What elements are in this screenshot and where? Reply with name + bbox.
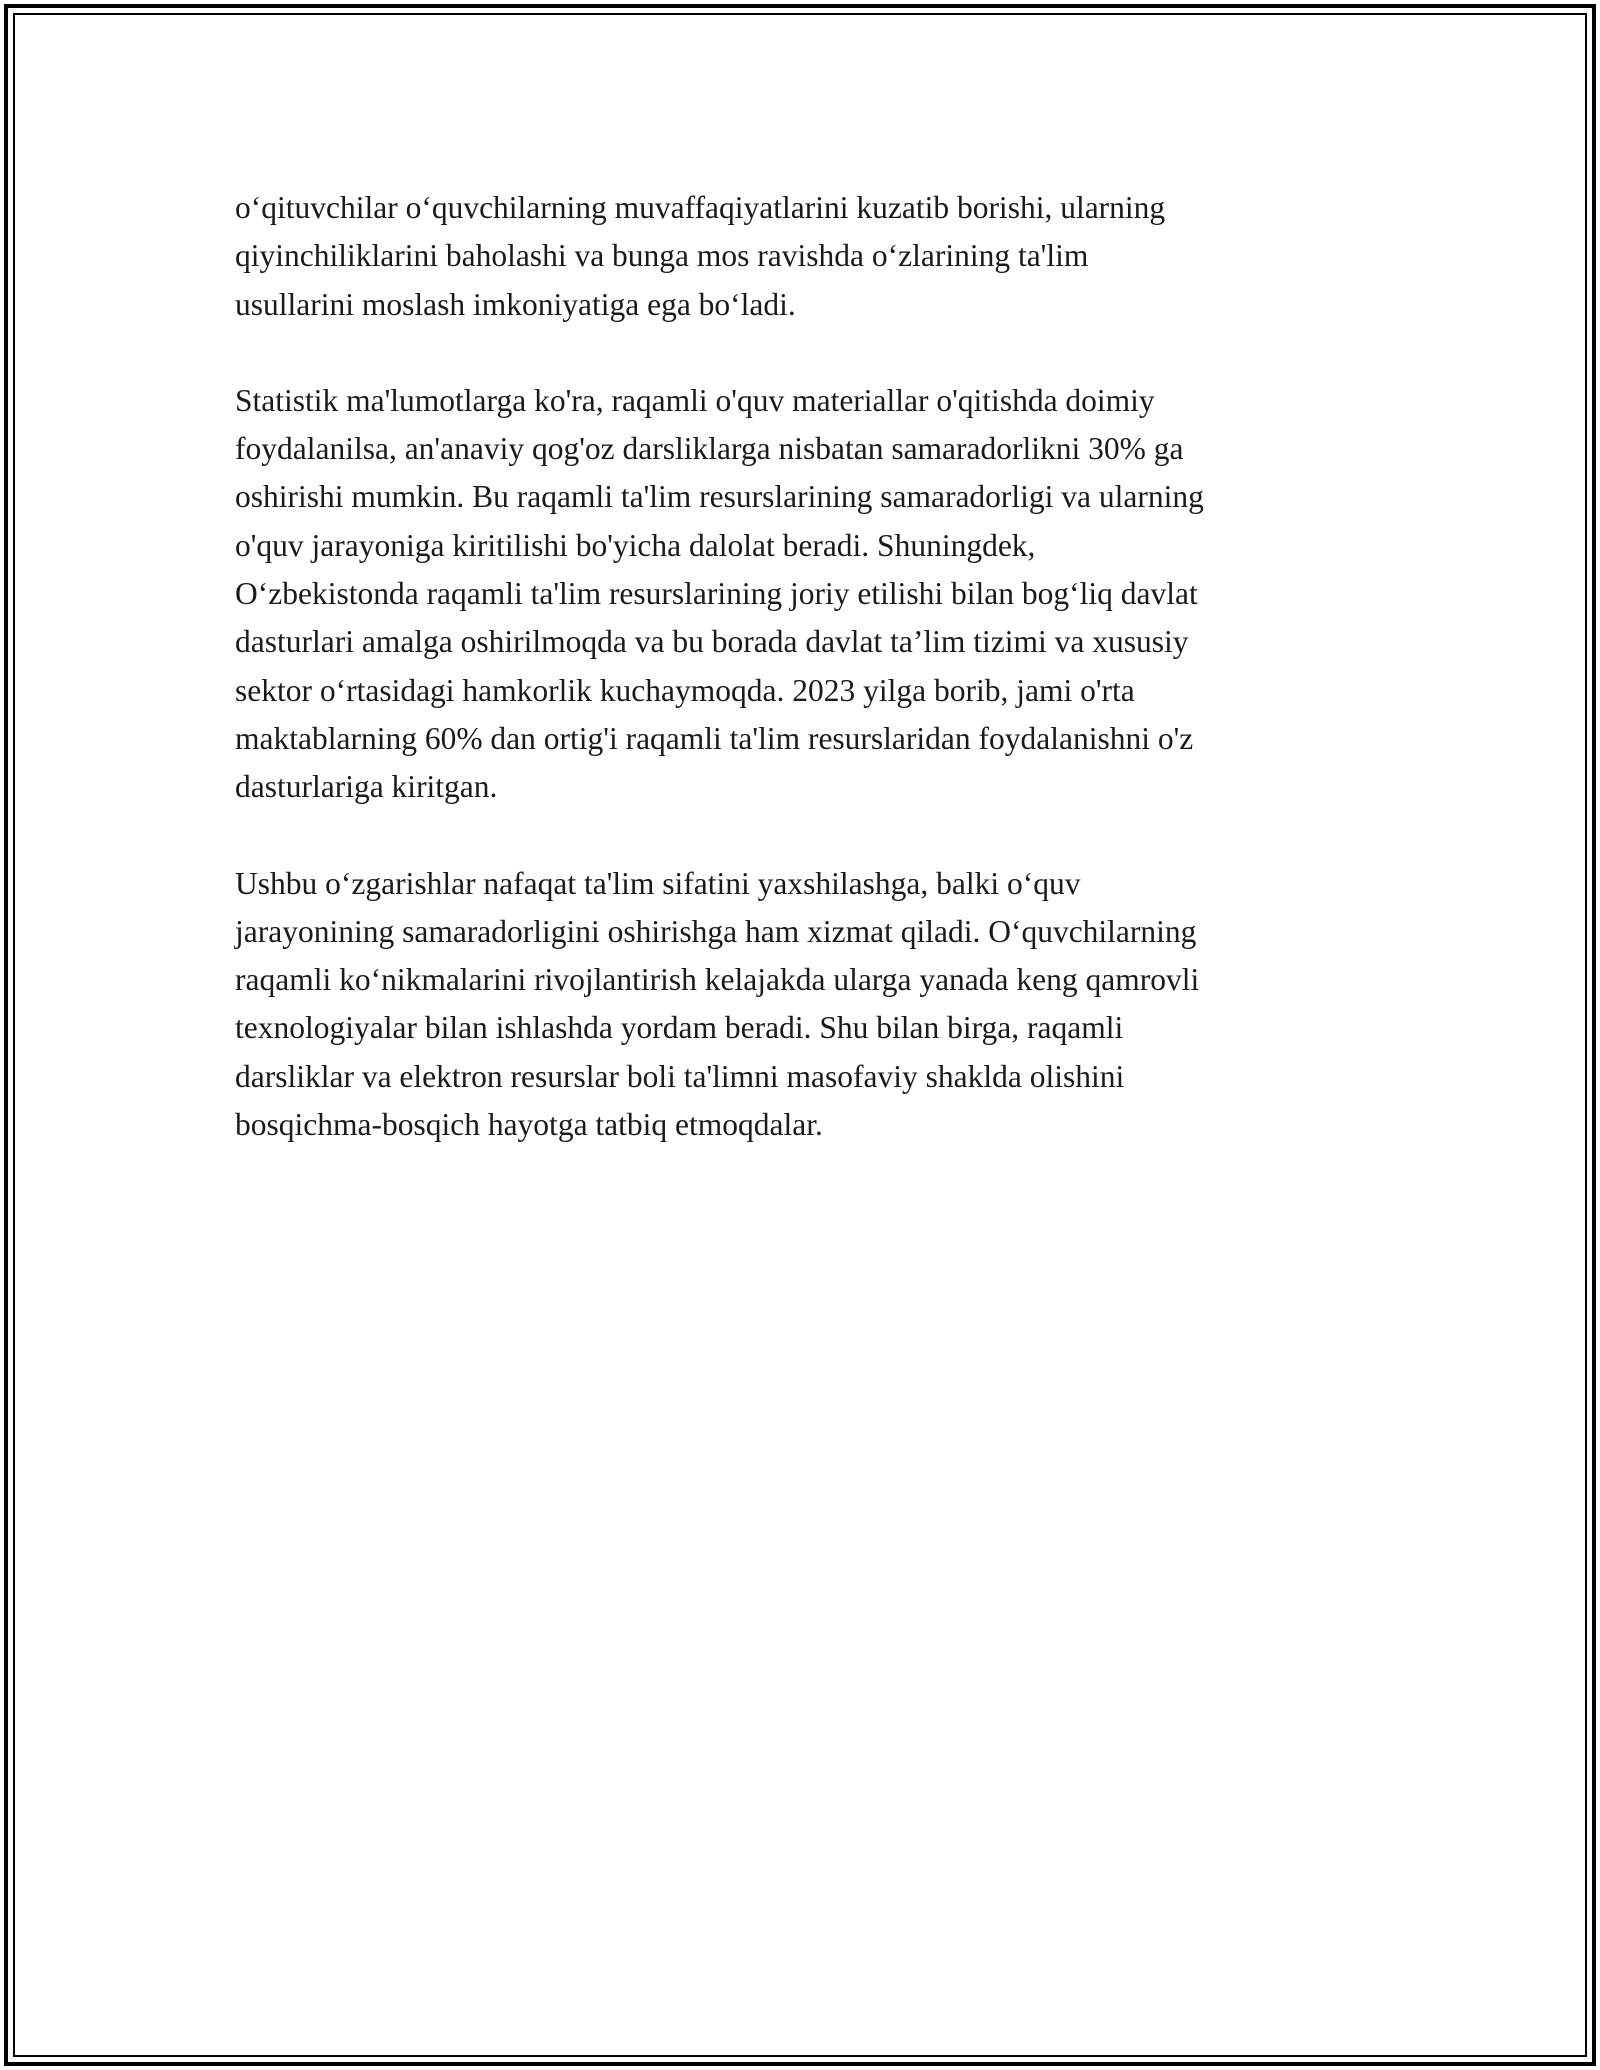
paragraph-line: sektor o‘rtasidagi hamkorlik kuchaymoqda. 2023 yilga borib, jami o'rta (235, 672, 1135, 708)
paragraph-line: oshirishi mumkin. Bu raqamli ta'lim resurslarining samaradorligi va ularning (235, 479, 1204, 515)
paragraph-line: darsliklar va elektron resurslar boli ta'limni masofaviy shaklda olishini (235, 1058, 1125, 1094)
document-body (235, 184, 1375, 1197)
paragraph-line: jarayonining samaradorligini oshirishga ham xizmat qiladi. O‘quvchilarning (235, 913, 1197, 949)
paragraph-line: dasturlari amalga oshirilmoqda va bu borada davlat ta’lim tizimi va xususiy (235, 624, 1189, 660)
paragraph-line: dasturlariga kiritgan. (235, 769, 498, 805)
paragraph-line: raqamli ko‘nikmalarini rivojlantirish kelajakda ularga yanada keng qamrovli (235, 962, 1200, 998)
paragraph-line: usullarini moslash imkoniyatiga ega bo‘ladi. (235, 286, 796, 322)
paragraph-line: Statistik ma'lumotlarga ko'ra, raqamli o'quv materiallar o'qitishda doimiy (235, 382, 1155, 418)
paragraph-3 (235, 860, 1375, 1150)
paragraph-line: texnologiyalar bilan ishlashda yordam beradi. Shu bilan birga, raqamli (235, 1010, 1124, 1046)
paragraph-2 (235, 377, 1375, 812)
paragraph-line: bosqichma-bosqich hayotga tatbiq etmoqdalar. (235, 1107, 823, 1143)
paragraph-1 (235, 184, 1375, 329)
paragraph-line: o'quv jarayoniga kiritilishi bo'yicha dalolat beradi. Shuningdek, (235, 527, 1036, 563)
paragraph-line: maktablarning 60% dan ortig'i raqamli ta'lim resurslaridan foydalanishni o'z (235, 720, 1194, 756)
paragraph-line: O‘zbekistonda raqamli ta'lim resurslarining joriy etilishi bilan bog‘liq davlat (235, 576, 1198, 612)
paragraph-line: Ushbu o‘zgarishlar nafaqat ta'lim sifatini yaxshilashga, balki o‘quv (235, 865, 1081, 901)
paragraph-line: qiyinchiliklarini baholashi va bunga mos ravishda o‘zlarining ta'lim (235, 238, 1089, 274)
paragraph-line: o‘qituvchilar o‘quvchilarning muvaffaqiyatlarini kuzatib borishi, ularning (235, 190, 1166, 225)
paragraph-line: foydalanilsa, an'anaviy qog'oz darsliklarga nisbatan samaradorlikni 30% ga (235, 431, 1184, 467)
